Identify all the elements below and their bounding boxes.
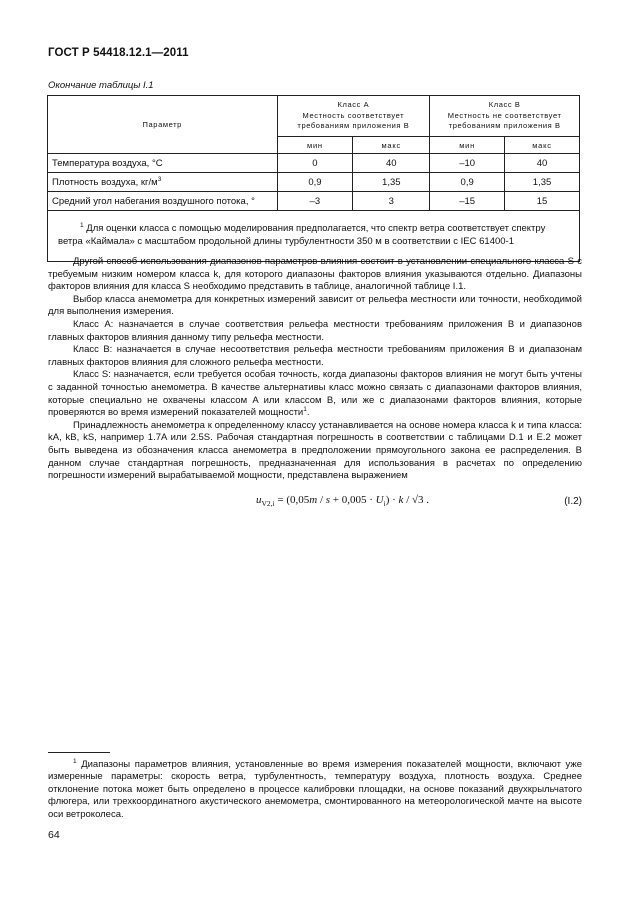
header-b-max: макс	[505, 137, 580, 154]
header-class-a	[277, 96, 430, 137]
formula-dot: .	[423, 494, 430, 506]
body-text	[48, 256, 582, 483]
formula-slash: /	[317, 494, 326, 506]
header-parameter: Параметр	[48, 96, 278, 154]
cell-a-max: 40	[353, 154, 430, 173]
cell-b-min: –15	[430, 192, 505, 211]
document-header: ГОСТ Р 54418.12.1—2011	[48, 47, 189, 59]
footnote-ref: 1	[303, 405, 307, 413]
influence-table	[47, 95, 580, 262]
footnote-mark: 1	[80, 221, 84, 229]
cell-b-max: 15	[505, 192, 580, 211]
row-param	[48, 173, 278, 192]
formula-i2	[48, 494, 582, 514]
cell-a-min: –3	[277, 192, 353, 211]
paragraph: Класс B: назначается в случае несоответствия рельефа местности требованиям приложения B и диапазонам главных факторов влияния для сложного рельефа местности.	[48, 344, 582, 368]
paragraph-end: .	[306, 407, 310, 419]
table-caption: Окончание таблицы I.1	[48, 80, 154, 91]
paragraph: Другой способ использования диапазонов параметров влияния состоит в установлении специального класса S с требуемым низким номером класса k, для которого диапазоны факторов влияния указываются отдельно. Диапазоны факторов влияния для класса S необходимо представить в таблице, аналогичной таблице I.1.	[48, 256, 582, 293]
formula-div: /	[403, 494, 412, 506]
table-footnote-text: Для оценки класса с помощью моделирования предполагается, что спектр ветра соответствует спектру ветра «Каймала» с масштабом продольной длины турбулентности 350 м в соответствии с IEC 61400-1	[58, 223, 546, 247]
class-b-title: Класс B	[488, 100, 521, 110]
header-a-min: мин	[277, 137, 353, 154]
class-b-line1: Местность не соответствует	[447, 110, 562, 120]
formula-U-sub: i	[383, 499, 386, 509]
paragraph: Класс A: назначается в случае соответствия рельефа местности требованиям приложения B и диапазонов главных факторов влияния данному типу рельефа местности.	[48, 318, 582, 343]
formula-close: ) ·	[385, 494, 399, 506]
cell-a-min: 0,9	[277, 173, 353, 192]
page-number: 64	[48, 829, 60, 841]
class-a-line2: требованиям приложения B	[297, 121, 410, 131]
footnote-mark: 1	[73, 757, 77, 765]
paragraph: Принадлежность анемометра к определенному классу устанавливается на основе номера класса k и типа класса: kA, kB, kS, например 1.7A или 2.5S. Рабочая стандартная погрешность в соответствии с таблицами D.1 и E.2 может быть выведена из обозначения класса анемометра в предположении прямоугольного закона ее распределения. В данном случае стандартная погрешность, предназначенная для использования в расчетах по определению погрешности измерений вырабатываемой мощности, представлена выражением	[48, 419, 582, 482]
formula-u-sub: V2,i	[261, 499, 275, 509]
cell-b-max: 1,35	[505, 173, 580, 192]
formula-U: U	[375, 494, 384, 506]
paragraph	[48, 369, 582, 419]
cell-b-min: –10	[430, 154, 505, 173]
cell-a-max: 1,35	[353, 173, 430, 192]
footnote-divider	[48, 752, 110, 753]
paragraph-text: Класс S: назначается, если требуется особая точность, когда диапазоны факторов влияния не могут быть учтены с заданной точностью анемометра. В качестве альтернативы класс можно связать с диапазонами факторов влияния, которые специально не охвачены классом A или классом B, или же с диапазонами факторов влияния, которые проверяются во время измерений показателей мощности	[48, 369, 582, 419]
footnote-paragraph	[48, 759, 582, 821]
page-footnote	[48, 759, 582, 821]
formula-s: s	[325, 494, 331, 506]
formula-m: m	[309, 494, 318, 506]
table-row	[48, 173, 580, 192]
formula-number: (I.2)	[564, 496, 582, 507]
cell-a-max: 3	[353, 192, 430, 211]
paragraph: Выбор класса анемометра для конкретных измерений зависит от рельефа местности или точности, необходимой для выполнения измерения.	[48, 293, 582, 318]
formula-expression	[256, 494, 429, 508]
header-a-max: макс	[353, 137, 430, 154]
class-a-title: Класс A	[337, 100, 370, 110]
formula-sqrt: √3	[412, 494, 424, 506]
class-a-line1: Местность соответствует	[302, 110, 405, 120]
formula-eq: = (0,05	[274, 494, 310, 506]
formula-u: u	[256, 494, 262, 506]
formula-plus: + 0,005 ·	[330, 494, 376, 506]
cell-b-max: 40	[505, 154, 580, 173]
row-param-text: Плотность воздуха, кг/м	[52, 176, 158, 188]
header-b-min: мин	[430, 137, 505, 154]
superscript: 3	[157, 175, 162, 183]
footnote-text: Диапазоны параметров влияния, установленные во время измерения показателей мощности, включают уже измеренные параметры: скорость ветра, турбулентность, температуру воздуха, плотность воздуха. Среднее отклонение потока может быть определено в процессе калибровки площадки, на основе показаний двухкрыльчатого флюгера, или трехкоординатного акустического анемометра, смонтированного на метеорологической мачте на высоте оси ветроколеса.	[48, 759, 582, 820]
table-row	[48, 154, 580, 173]
cell-b-min: 0,9	[430, 173, 505, 192]
formula-k: k	[398, 494, 404, 506]
row-param: Средний угол набегания воздушного потока, °	[48, 192, 278, 211]
table-row	[48, 192, 580, 211]
header-class-b	[430, 96, 580, 137]
table-footnote	[48, 211, 580, 262]
row-param: Температура воздуха, °С	[48, 154, 278, 173]
cell-a-min: 0	[277, 154, 353, 173]
class-b-line2: требованиям приложения B	[448, 121, 561, 131]
